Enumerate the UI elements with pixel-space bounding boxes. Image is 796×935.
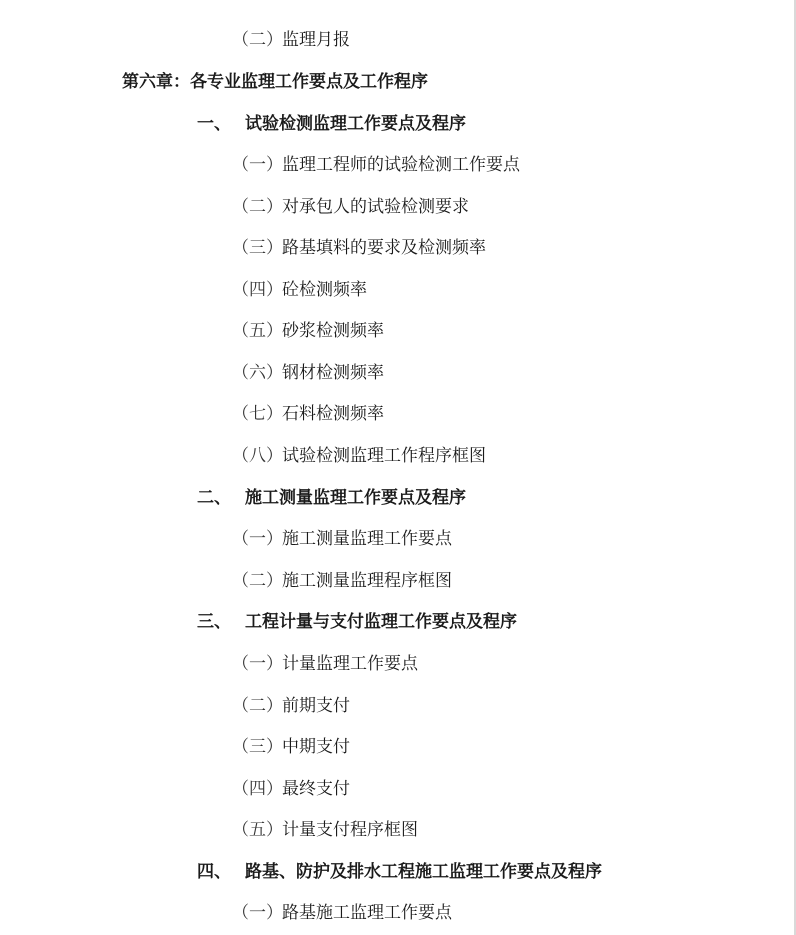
chapter-number: 第六章： — [122, 72, 190, 92]
toc-item-title: 路基施工监理工作要点 — [282, 903, 452, 923]
toc-item-number: （一） — [232, 654, 283, 674]
toc-item-number: （二） — [232, 696, 283, 716]
section-number: 四、 — [197, 862, 231, 882]
toc-item-number: （四） — [232, 280, 283, 300]
toc-item — [232, 818, 418, 842]
toc-section-heading — [197, 610, 517, 634]
section-title: 试验检测监理工作要点及程序 — [245, 114, 466, 134]
toc-item-number: （五） — [232, 820, 283, 840]
toc-item-title: 计量监理工作要点 — [282, 654, 418, 674]
toc-item-title: 监理月报 — [282, 30, 350, 50]
toc-item-title: 中期支付 — [282, 737, 350, 757]
section-number: 二、 — [197, 488, 231, 508]
chapter-title: 各专业监理工作要点及工作程序 — [190, 72, 428, 92]
toc-item-number: （五） — [232, 321, 283, 341]
toc-item-number: （一） — [232, 529, 283, 549]
toc-item-number: （二） — [232, 197, 283, 217]
section-number: 三、 — [197, 612, 231, 632]
toc-item-title: 石料检测频率 — [282, 404, 384, 424]
toc-item-number: （四） — [232, 779, 283, 799]
toc-item — [232, 777, 350, 801]
toc-item-number: （一） — [232, 903, 283, 923]
section-title: 工程计量与支付监理工作要点及程序 — [245, 612, 517, 632]
toc-item-number: （二） — [232, 571, 283, 591]
toc-item — [232, 527, 452, 551]
toc-item-title: 计量支付程序框图 — [282, 820, 418, 840]
toc-item — [232, 236, 486, 260]
toc-item — [232, 153, 520, 177]
toc-item-title: 最终支付 — [282, 779, 350, 799]
toc-item-number: （六） — [232, 363, 283, 383]
toc-item-number: （三） — [232, 238, 283, 258]
toc-item — [232, 569, 452, 593]
toc-item-title: 砂浆检测频率 — [282, 321, 384, 341]
toc-item — [232, 28, 350, 52]
toc-item-title: 砼检测频率 — [282, 280, 367, 300]
toc-item — [232, 402, 384, 426]
section-title: 路基、防护及排水工程施工监理工作要点及程序 — [245, 862, 602, 882]
toc-item-title: 钢材检测频率 — [282, 363, 384, 383]
toc-item-title: 施工测量监理程序框图 — [282, 571, 452, 591]
toc-item-number: （八） — [232, 446, 283, 466]
toc-item — [232, 694, 350, 718]
toc-item-title: 前期支付 — [282, 696, 350, 716]
toc-item-title: 对承包人的试验检测要求 — [282, 197, 469, 217]
toc-section-heading — [197, 860, 602, 884]
toc-chapter-heading — [122, 70, 428, 94]
toc-item-title: 施工测量监理工作要点 — [282, 529, 452, 549]
toc-item — [232, 735, 350, 759]
toc-section-heading — [197, 112, 466, 136]
toc-item-number: （一） — [232, 155, 283, 175]
toc-item — [232, 319, 384, 343]
toc-item — [232, 361, 384, 385]
toc-item — [232, 444, 486, 468]
toc-item — [232, 195, 469, 219]
toc-item-number: （三） — [232, 737, 283, 757]
toc-item — [232, 901, 452, 925]
toc-item-number: （二） — [232, 30, 283, 50]
section-title: 施工测量监理工作要点及程序 — [245, 488, 466, 508]
toc-item — [232, 278, 367, 302]
toc-item-number: （七） — [232, 404, 283, 424]
toc-item-title: 试验检测监理工作程序框图 — [282, 446, 486, 466]
section-number: 一、 — [197, 114, 231, 134]
toc-item-title: 路基填料的要求及检测频率 — [282, 238, 486, 258]
toc-item-title: 监理工程师的试验检测工作要点 — [282, 155, 520, 175]
toc-item — [232, 652, 418, 676]
toc-section-heading — [197, 486, 466, 510]
